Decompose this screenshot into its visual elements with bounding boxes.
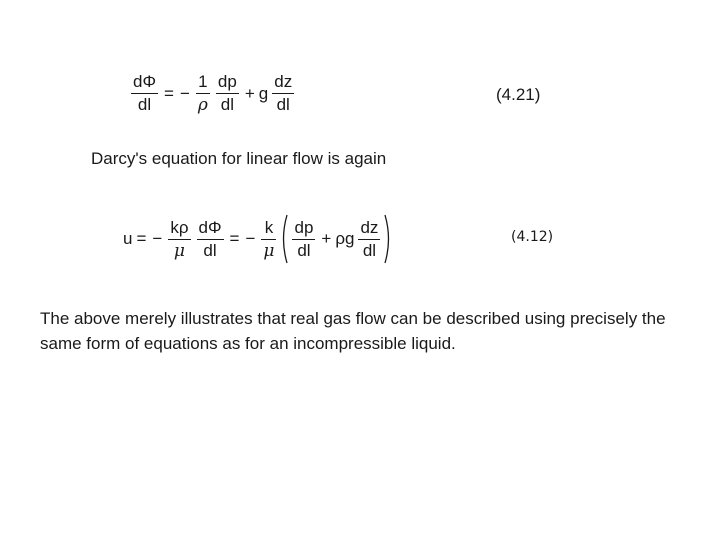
right-parenthesis bbox=[383, 214, 393, 264]
plus-sign: + bbox=[321, 229, 332, 248]
minus-sign: − bbox=[179, 83, 190, 103]
equals-sign: = bbox=[229, 229, 240, 248]
fraction-numerator: 1 bbox=[198, 72, 208, 91]
equation-4-12 bbox=[122, 214, 393, 264]
fraction-denominator: μ bbox=[173, 240, 185, 261]
fraction-dp-dl bbox=[292, 218, 315, 261]
fraction-numerator: dz bbox=[274, 72, 293, 91]
fraction-dp-dl bbox=[216, 72, 239, 115]
fraction-numerator: dp bbox=[217, 72, 237, 91]
fraction-bar bbox=[358, 239, 380, 240]
fraction-bar bbox=[168, 239, 190, 240]
fraction-numerator: dz bbox=[360, 217, 379, 237]
rho-g-term: ρg bbox=[335, 229, 355, 248]
conclusion-paragraph bbox=[40, 306, 666, 356]
fraction-k-over-mu bbox=[261, 218, 276, 261]
fraction-denominator: μ bbox=[263, 240, 275, 261]
minus-sign: − bbox=[152, 229, 163, 248]
plus-sign: + bbox=[244, 83, 255, 103]
fraction-denominator: dl bbox=[203, 240, 217, 260]
fraction-bar bbox=[272, 93, 294, 94]
fraction-bar bbox=[292, 239, 315, 240]
fraction-denominator: dl bbox=[297, 240, 311, 260]
fraction-dphi-dl bbox=[197, 218, 224, 261]
left-parenthesis bbox=[279, 214, 289, 264]
velocity-symbol: u bbox=[123, 229, 133, 248]
fraction-numerator: dΦ bbox=[133, 72, 157, 91]
conclusion-line-1: The above merely illustrates that real gas flow can be described using precisely the bbox=[40, 309, 666, 328]
fraction-bar bbox=[261, 239, 276, 240]
gravity-symbol: g bbox=[258, 83, 269, 103]
fraction-bar bbox=[216, 93, 239, 94]
fraction-numerator: dΦ bbox=[198, 217, 222, 237]
fraction-dphi-dl bbox=[131, 72, 158, 115]
conclusion-line-2: same form of equations as for an incompressible liquid. bbox=[40, 334, 456, 353]
fraction-denominator: dl bbox=[220, 95, 234, 114]
fraction-dz-dl bbox=[272, 72, 294, 115]
fraction-denominator: ρ bbox=[197, 95, 208, 115]
fraction-numerator: dp bbox=[294, 217, 314, 237]
fraction-denominator: dl bbox=[137, 95, 152, 114]
equals-sign: = bbox=[164, 83, 174, 103]
fraction-numerator: k bbox=[264, 217, 274, 237]
fraction-bar bbox=[197, 239, 224, 240]
fraction-one-over-rho bbox=[196, 72, 210, 115]
equation-number-4-21: (4.21) bbox=[496, 85, 541, 104]
fraction-bar bbox=[196, 93, 210, 94]
fraction-denominator: dl bbox=[276, 95, 290, 114]
equation-number-4-12: (4.12) bbox=[511, 229, 554, 245]
minus-sign: − bbox=[245, 229, 256, 248]
equation-4-21 bbox=[128, 72, 297, 115]
fraction-k-rho-over-mu bbox=[168, 218, 190, 261]
fraction-dz-dl bbox=[358, 218, 380, 261]
equals-sign: = bbox=[136, 229, 147, 248]
fraction-numerator: kρ bbox=[170, 217, 189, 237]
fraction-denominator: dl bbox=[362, 240, 377, 260]
fraction-bar bbox=[131, 93, 158, 94]
intro-text: Darcy's equation for linear flow is again bbox=[91, 149, 387, 168]
